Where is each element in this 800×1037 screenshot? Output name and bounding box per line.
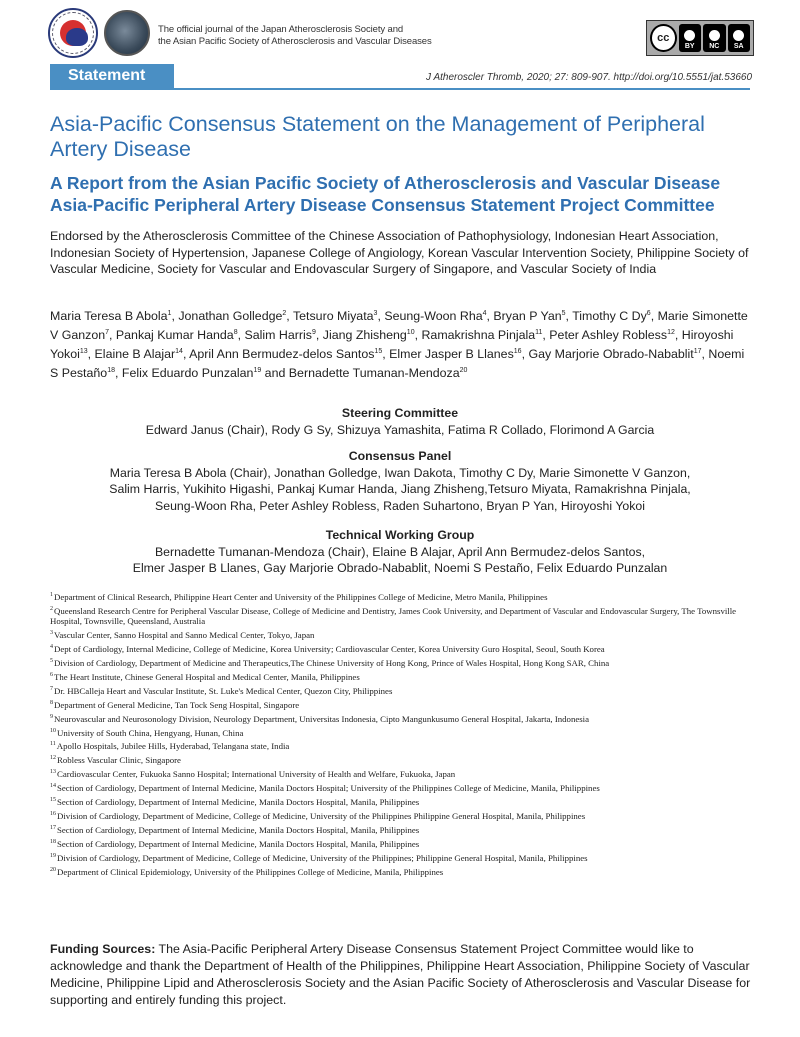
journal-affiliation-line2: the Asian Pacific Society of Atherosclerosis and Vascular Diseases — [158, 36, 432, 47]
japan-atherosclerosis-society-logo — [48, 8, 98, 58]
author-name: Salim Harris$^9$ — [244, 328, 316, 343]
article-title: Asia-Pacific Consensus Statement on the Management of Peripheral Artery Disease — [50, 112, 705, 161]
affiliation-item: $^{12}$Robless Vascular Clinic, Singapore — [50, 755, 181, 766]
author-name: Elmer Jasper B Llanes$^{16}$ — [389, 346, 522, 361]
funding-text: The Asia-Pacific Peripheral Artery Disease Consensus Statement Project Committee would like to acknowledge and thank the Department of Health of the Philippines, Philippine Heart Association, Philippine Society of Vascular Medicine, Philippine Lipid and Atherosclerosis Society and the Asian Pacific Society of Atherosclerosis and Vascular Disease for supporting and entirely funding this project. — [50, 942, 751, 1007]
endorsement-paragraph: Endorsed by the Atherosclerosis Committee of the Chinese Association of Pathophysiology, Indonesian Heart Association, Indonesian Society of Hypertension, Japanese College of Angiology, Korean Vascular Intervention Society, Philippine Society of Vascular Medicine, Society for Vascular and Endovascular Surgery of Singapore, and Vascular Society of India — [50, 229, 749, 276]
consensus-panel-line: Maria Teresa B Abola (Chair), Jonathan Golledge, Iwan Dakota, Timothy C Dy, Marie Simonette V Ganzon, — [109, 465, 691, 480]
affiliation-item: $^8$Department of General Medicine, Tan Tock Seng Hospital, Singapore — [50, 699, 300, 710]
consensus-panel — [50, 448, 750, 514]
section-label: Statement — [68, 67, 146, 84]
steering-committee-members: Edward Janus (Chair), Rody G Sy, Shizuya Yamashita, Fatima R Collado, Florimond A Garcia — [145, 422, 655, 437]
author-name: Noemi S Pestaño$^{18}$ — [50, 346, 745, 380]
affiliation-item: $^{20}$Department of Clinical Epidemiology, University of the Philippines College of Medicine, Manila, Philippines — [50, 866, 444, 877]
affiliation-list — [50, 590, 755, 879]
affiliation-item: $^4$Dept of Cardiology, Internal Medicine, College of Medicine, Korea University; Cardiovascular Center, Korea University Guro Hospital, Seoul, South Korea — [50, 643, 605, 654]
apsavd-globe-logo — [104, 10, 150, 56]
nc-icon: NC — [703, 24, 726, 52]
affiliation-item: $^5$Division of Cardiology, Department of Medicine and Therapeutics,The Chinese University of Hong Kong, Prince of Wales Hospital, Hong Kong SAR, China — [50, 657, 610, 668]
author-name: Gay Marjorie Obrado-Nabablit$^{17}$ — [528, 346, 702, 361]
journal-affiliation-line1: The official journal of the Japan Atherosclerosis Society and — [158, 24, 404, 35]
author-name: Jonathan Golledge$^2$ — [178, 309, 287, 324]
funding-sources — [50, 941, 755, 1009]
twg-heading: Technical Working Group — [325, 528, 475, 542]
affiliation-item: $^{14}$Section of Cardiology, Department of Internal Medicine, Manila Doctors Hospital; University of the Philippines College of Medicine, Manila, Philippines — [50, 783, 600, 794]
creative-commons-license-badge[interactable] — [646, 20, 754, 56]
author-list: Maria Teresa B Abola$^1$, Jonathan Golledge$^2$, Tetsuro Miyata$^3$, Seung-Woon Rha$^4$, Bryan P Yan$^5$, Timothy C Dy$^6$, Marie Simonette V Ganzon$^7$, Pankaj Kumar Handa$^8$, Salim Harris$^9$, Jiang Zhisheng$^{10}$, Ramakrishna Pinjala$^{11}$, Peter Ashley Robless$^{12}$, Hiroyoshi Yokoi$^{13}$, Elaine B Alajar$^{14}$, April Ann Bermudez-delos Santos$^{15}$, Elmer Jasper B Llanes$^{16}$, Gay Marjorie Obrado-Nabablit$^{17}$, Noemi S Pestaño$^{18}$, Felix Eduardo Punzalan$^{19}$ and Bernadette Tumanan-Mendoza$^{20}$ — [50, 309, 748, 380]
affiliation-item: $^{16}$Division of Cardiology, Department of Medicine, College of Medicine, University of the Philippines Philippine General Hospital, Manila, Philippines — [50, 810, 586, 821]
author-name: Hiroyoshi Yokoi$^{13}$ — [50, 328, 734, 361]
author-name: Pankaj Kumar Handa$^8$ — [115, 328, 238, 343]
affiliation-item: $^{13}$Cardiovascular Center, Fukuoka Sanno Hospital; International University of Health and Welfare, Fukuoka, Japan — [50, 769, 456, 780]
author-name: Marie Simonette V Ganzon$^7$ — [50, 309, 748, 343]
twg-line: Bernadette Tumanan-Mendoza (Chair), Elaine B Alajar, April Ann Bermudez-delos Santos, — [154, 544, 646, 559]
affiliation-item: $^3$Vascular Center, Sanno Hospital and Sanno Medical Center, Tokyo, Japan — [50, 629, 315, 640]
author-name: Bryan P Yan$^5$ — [493, 309, 566, 324]
author-name: Seung-Woon Rha$^4$ — [384, 309, 487, 324]
affiliation-item: $^{10}$University of South China, Hengyang, Hunan, China — [50, 727, 244, 738]
twg-line: Elmer Jasper B Llanes, Gay Marjorie Obrado-Nabablit, Noemi S Pestaño, Felix Eduardo Punzalan — [132, 561, 668, 575]
sa-icon: SA — [728, 24, 751, 52]
steering-committee-heading: Steering Committee — [341, 406, 459, 420]
affiliation-item: $^6$The Heart Institute, Chinese General Hospital and Medical Center, Manila, Philippines — [50, 671, 360, 682]
steering-committee — [50, 405, 750, 438]
author-name: Felix Eduardo Punzalan$^{19}$ — [121, 365, 262, 380]
author-name: Tetsuro Miyata$^3$ — [292, 309, 378, 324]
cc-icon: cc — [650, 24, 677, 52]
consensus-panel-line: Salim Harris, Yukihito Higashi, Pankaj Kumar Handa, Jiang Zhisheng,Tetsuro Miyata, Ramakrishna Pinjala, — [109, 482, 691, 496]
journal-header — [0, 0, 800, 60]
author-name: Bernadette Tumanan-Mendoza$^{20}$ — [288, 365, 468, 380]
technical-working-group — [50, 527, 750, 577]
consensus-panel-line: Seung-Woon Rha, Peter Ashley Robless, Raden Suhartono, Bryan P Yan, Hiroyoshi Yokoi — [155, 498, 645, 513]
author-name: Ramakrishna Pinjala$^{11}$ — [421, 328, 543, 343]
author-name: Timothy C Dy$^6$ — [572, 309, 651, 324]
affiliation-item: $^{15}$Section of Cardiology, Department of Internal Medicine, Manila Doctors Hospital, Manila, Philippines — [50, 797, 420, 808]
by-icon: BY — [679, 24, 702, 52]
affiliation-item: $^9$Neurovascular and Neurosonology Division, Neurology Department, Universitas Indonesia, Cipto Mangunkusumo General Hospital, Jakarta, Indonesia — [50, 713, 590, 724]
citation-doi[interactable]: J Atheroscler Thromb, 2020; 27: 809-907. http://doi.org/10.5551/jat.53660 — [426, 72, 752, 83]
affiliation-item: $^2$Queensland Research Centre for Peripheral Vascular Disease, College of Medicine and Dentistry, James Cook University, and Department of Vascular and Endovascular Surgery, The Townsville Hospital, Townsville, Queensland, Australia — [50, 605, 737, 627]
author-name: Peter Ashley Robless$^{12}$ — [549, 328, 675, 343]
funding-heading: Funding Sources: — [50, 942, 156, 956]
author-name: Elaine B Alajar$^{14}$ — [94, 346, 183, 361]
author-name: April Ann Bermudez-delos Santos$^{15}$ — [189, 346, 383, 361]
affiliation-item: $^{18}$Section of Cardiology, Department of Internal Medicine, Manila Doctors Hospital, Manila, Philippines — [50, 838, 420, 849]
article-subtitle: A Report from the Asian Pacific Society of Atherosclerosis and Vascular Disease Asia-Pacific Peripheral Artery Disease Consensus Statement Project Committee — [50, 173, 721, 215]
affiliation-item: $^{11}$Apollo Hospitals, Jubilee Hills, Hyderabad, Telangana state, India — [50, 741, 290, 752]
author-name: Maria Teresa B Abola$^1$ — [50, 309, 172, 324]
affiliation-item: $^{19}$Division of Cardiology, Department of Medicine, College of Medicine, University of the Philippines; Philippine General Hospital, Manila, Philippines — [50, 852, 588, 863]
header-rule — [50, 88, 750, 90]
affiliation-item: $^{17}$Section of Cardiology, Department of Internal Medicine, Manila Doctors Hospital, Manila, Philippines — [50, 824, 420, 835]
affiliation-item: $^1$Department of Clinical Research, Philippine Heart Center and University of the Philippines College of Medicine, Metro Manila, Philippines — [50, 591, 548, 602]
consensus-panel-heading: Consensus Panel — [348, 449, 452, 463]
author-name: Jiang Zhisheng$^{10}$ — [322, 328, 415, 343]
affiliation-item: $^7$Dr. HBCalleja Heart and Vascular Institute, St. Luke's Medical Center, Quezon City, Philippines — [50, 685, 393, 696]
